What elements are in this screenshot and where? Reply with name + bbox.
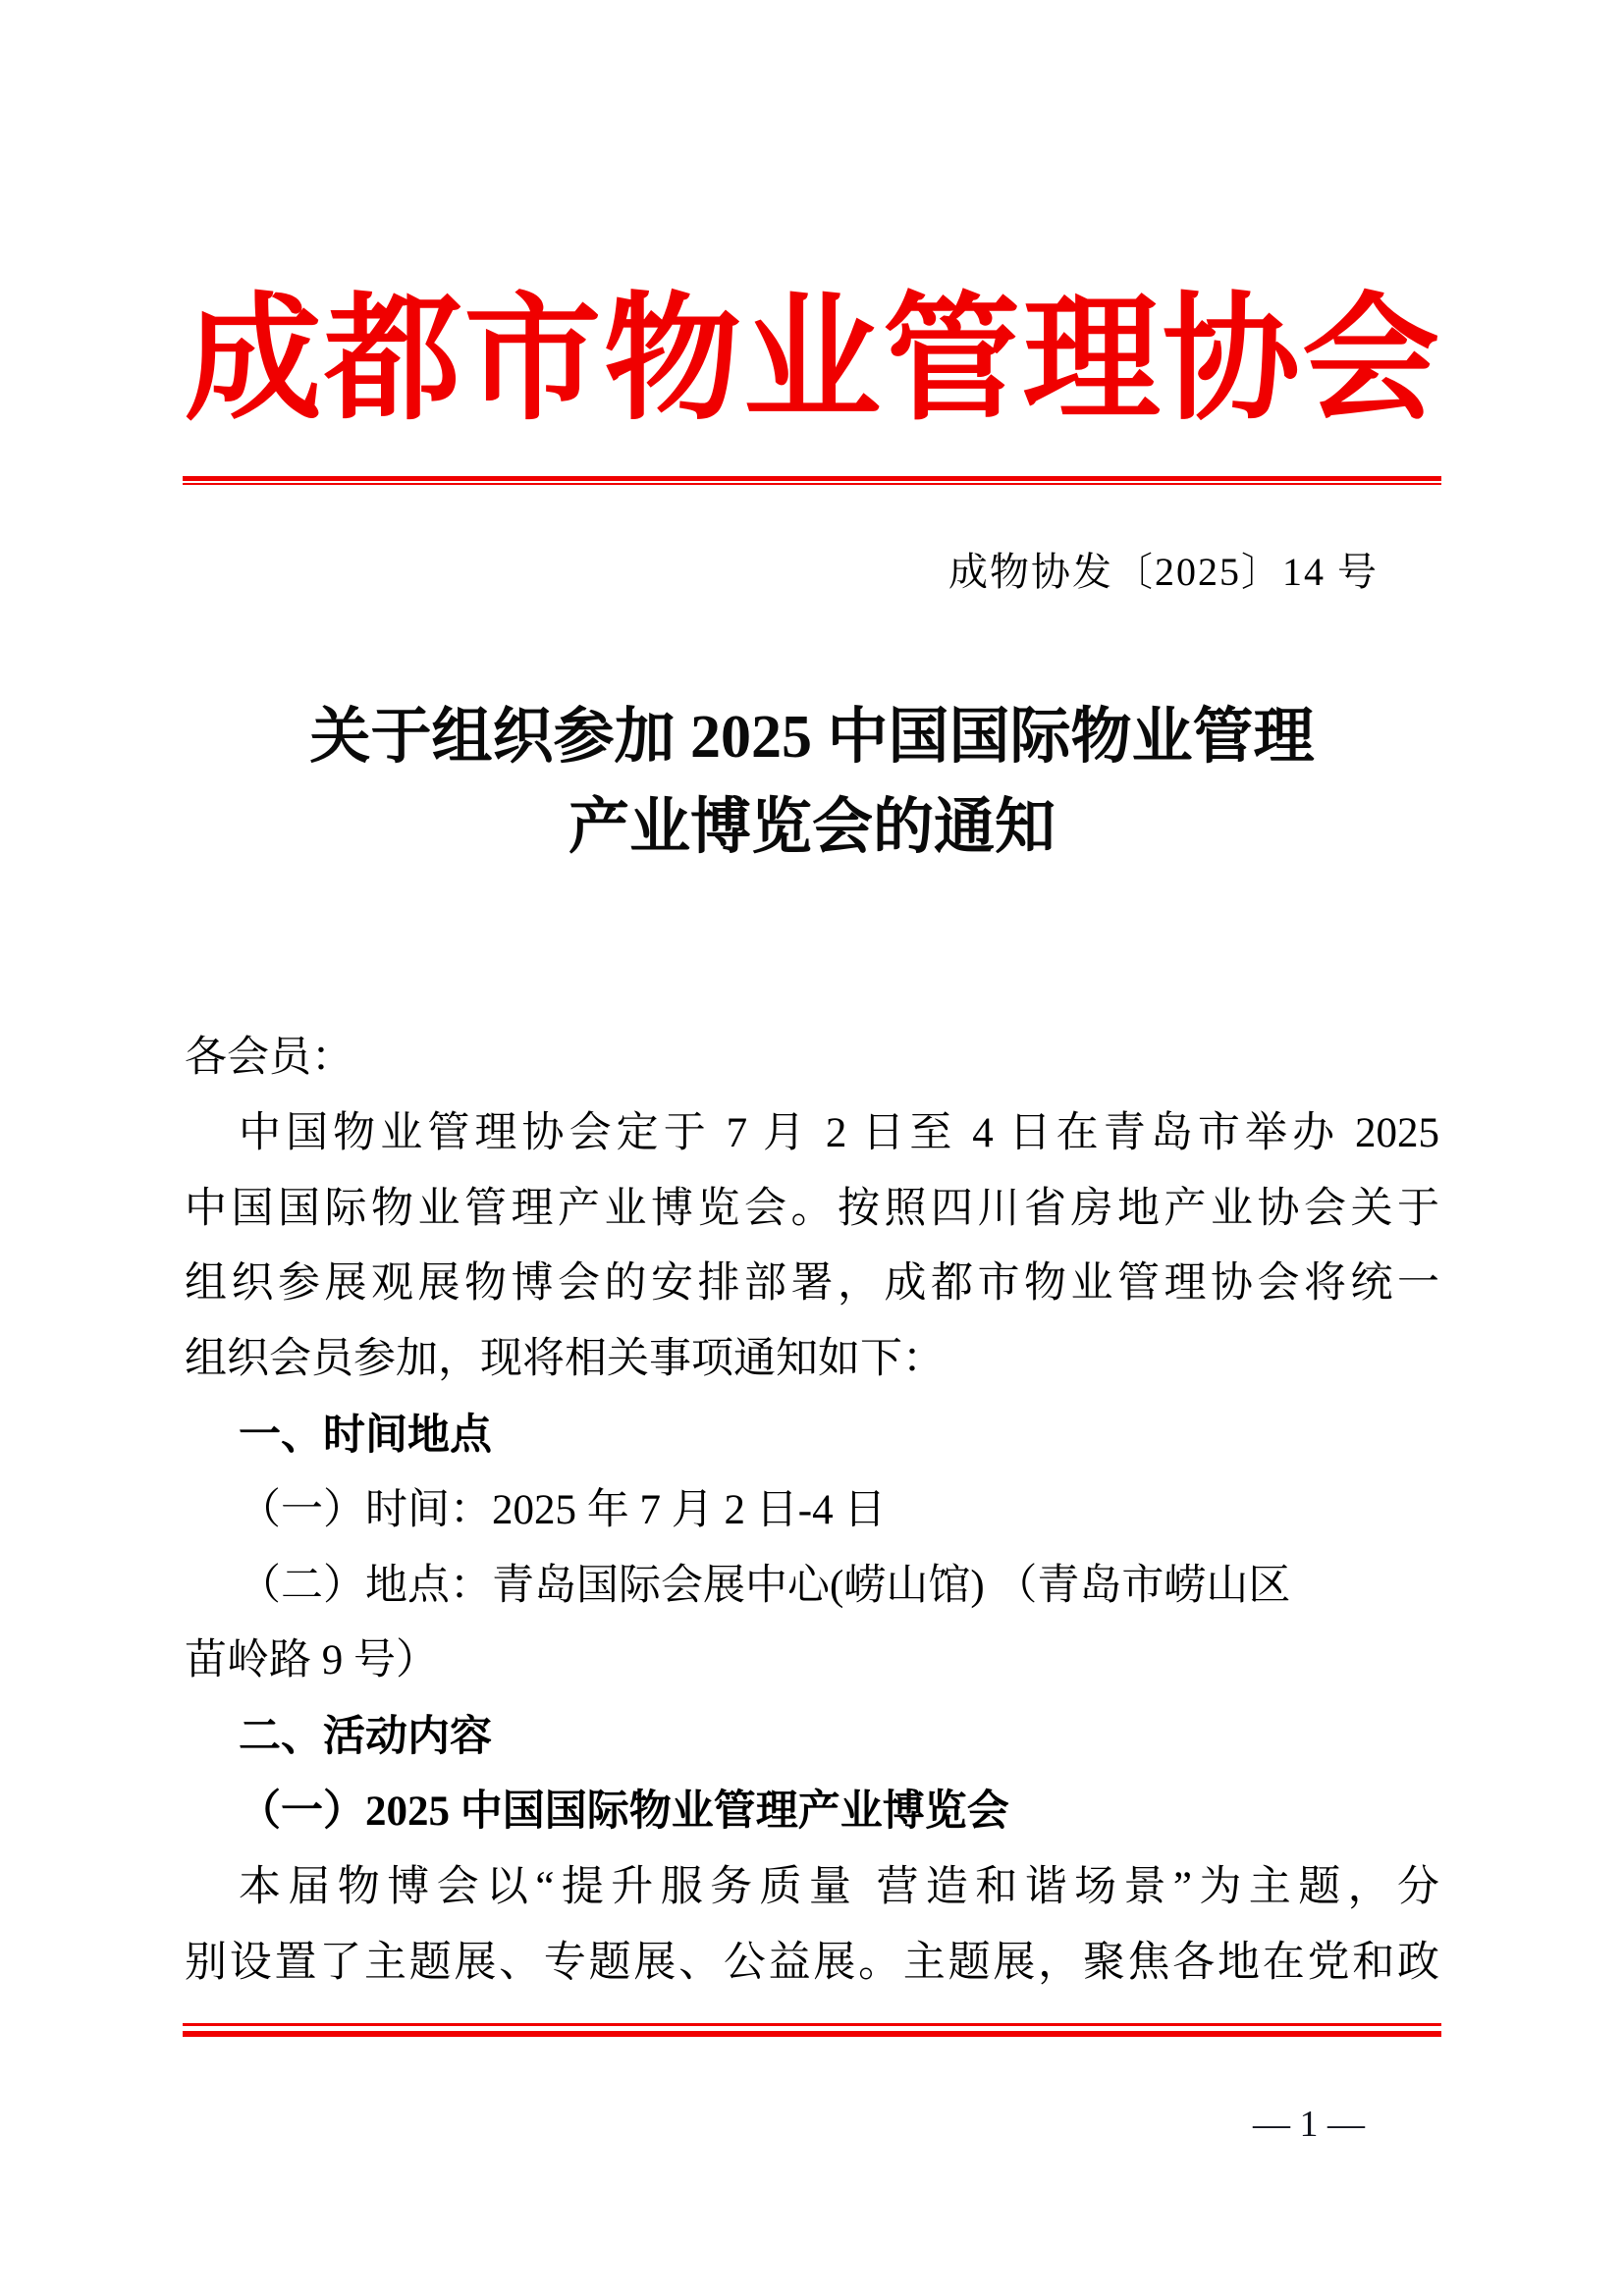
body-line-4: 组织会员参加，现将相关事项通知如下： (185, 1336, 945, 1383)
body-line-time: （一）时间：2025 年 7 月 2 日-4 日 (239, 1486, 887, 1533)
masthead-org-name: 成都市物业管理协会 (185, 285, 1439, 437)
body-line-venue-cont: 苗岭路 9 号） (185, 1637, 438, 1684)
top-rule-thin (183, 483, 1441, 485)
body-line-2: 中国国际物业管理产业博览会。按照四川省房地产业协会关于 (185, 1185, 1439, 1232)
page-number: — 1 — (1253, 2104, 1365, 2145)
body-line-3: 组织参展观展物博会的安排部署，成都市物业管理协会将统一 (185, 1260, 1439, 1308)
top-rule-thick (183, 476, 1441, 481)
doc-title-line-2: 产业博览会的通知 (568, 794, 1056, 861)
salutation: 各会员： (185, 1035, 353, 1081)
body-line-theme: 本届物博会以“提升服务质量 营造和谐场景”为主题，分 (239, 1863, 1439, 1910)
body-line-1: 中国物业管理协会定于 7 月 2 日至 4 日在青岛市举办 2025 (239, 1109, 1439, 1156)
bottom-rule-thick (183, 2031, 1441, 2037)
section-heading-1: 一、时间地点 (239, 1411, 492, 1459)
body-line-venue: （二）地点：青岛国际会展中心(崂山馆) （青岛市崂山区 (239, 1562, 1291, 1609)
section-heading-2: 二、活动内容 (239, 1713, 492, 1761)
bottom-rule-thin (183, 2023, 1441, 2026)
doc-number: 成物协发〔2025〕14 号 (948, 550, 1379, 594)
subsection-heading: （一）2025 中国国际物业管理产业博览会 (239, 1788, 1009, 1835)
body-text (185, 1021, 1439, 2001)
body-line-theme-cont: 别设置了主题展、专题展、公益展。主题展，聚焦各地在党和政 (185, 1939, 1439, 1986)
doc-title (185, 692, 1439, 873)
doc-title-line-1: 关于组织参加 2025 中国国际物业管理 (309, 704, 1315, 771)
